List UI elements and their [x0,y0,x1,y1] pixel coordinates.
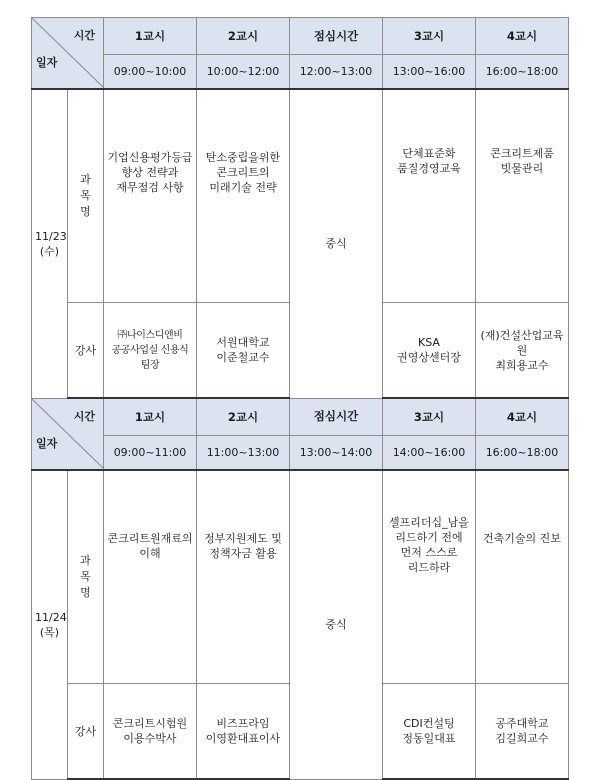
corner-cell [32,398,104,470]
subject-label: 과 목 명 [68,89,104,303]
subject-cell: 건축기술의 진보 [476,470,569,684]
subject-cell: 단체표준화 품질경영교육 [383,89,476,303]
subject-cell: 콘크리트제품 빗물관리 [476,89,569,303]
day2-header-times [32,436,569,471]
corner-time-label: 시간 [73,29,95,42]
lunch-cell: 중식 [290,89,383,398]
corner-date-label: 일자 [36,437,58,450]
day1-subject-row [32,89,569,303]
day1-header-times [32,55,569,90]
instructor-cell: KSA 권영상센터장 [383,303,476,399]
instructor-cell: 서원대학교 이준철교수 [197,303,290,399]
period-4: 4교시 [476,18,569,55]
corner-cell [32,18,104,90]
instructor-cell: CDI컨설팅 정동일대표 [383,684,476,780]
period-lunch: 점심시간 [290,398,383,436]
time-cell: 16:00~18:00 [476,436,569,471]
time-cell: 14:00~16:00 [383,436,476,471]
time-cell: 09:00~11:00 [104,436,197,471]
day2-header-periods [32,398,569,436]
time-cell: 16:00~18:00 [476,55,569,90]
day2-subject-row [32,470,569,684]
corner-time-label: 시간 [73,410,95,423]
schedule-table [31,17,569,780]
period-lunch: 점심시간 [290,18,383,55]
instructor-label: 강사 [68,303,104,399]
instructor-cell: 공주대학교 김길희교수 [476,684,569,780]
period-2: 2교시 [197,18,290,55]
instructor-cell: ㈜나이스디앤비 공공사업실 신용식 팀장 [104,303,197,399]
instructor-cell: 비즈프라임 이영환대표이사 [197,684,290,780]
period-4: 4교시 [476,398,569,436]
period-1: 1교시 [104,18,197,55]
corner-date-label: 일자 [36,56,58,69]
subject-cell: 셀프리더십_남을 리드하기 전에 먼저 스스로 리드하라 [383,470,476,684]
subject-cell: 기업신용평가등급 향상 전략과 재무점검 사항 [104,89,197,303]
subject-cell: 탄소중립을위한 콘크리트의 미래기술 전략 [197,89,290,303]
subject-cell: 콘크리트원재료의 이해 [104,470,197,684]
day2-date: 11/24 (목) [32,470,68,779]
time-cell: 13:00~14:00 [290,436,383,471]
time-cell: 13:00~16:00 [383,55,476,90]
period-2: 2교시 [197,398,290,436]
lunch-cell: 중식 [290,470,383,779]
instructor-cell: (재)건설산업교육원 최희용교수 [476,303,569,399]
day1-header-periods [32,18,569,55]
period-1: 1교시 [104,398,197,436]
schedule-container [31,17,568,780]
period-3: 3교시 [383,18,476,55]
time-cell: 12:00~13:00 [290,55,383,90]
time-cell: 10:00~12:00 [197,55,290,90]
subject-label: 과 목 명 [68,470,104,684]
time-cell: 09:00~10:00 [104,55,197,90]
time-cell: 11:00~13:00 [197,436,290,471]
day1-date: 11/23 (수) [32,89,68,398]
instructor-label: 강사 [68,684,104,780]
period-3: 3교시 [383,398,476,436]
instructor-cell: 콘크리트시험원 이용수박사 [104,684,197,780]
subject-cell: 정부지원제도 및 정책자금 활용 [197,470,290,684]
